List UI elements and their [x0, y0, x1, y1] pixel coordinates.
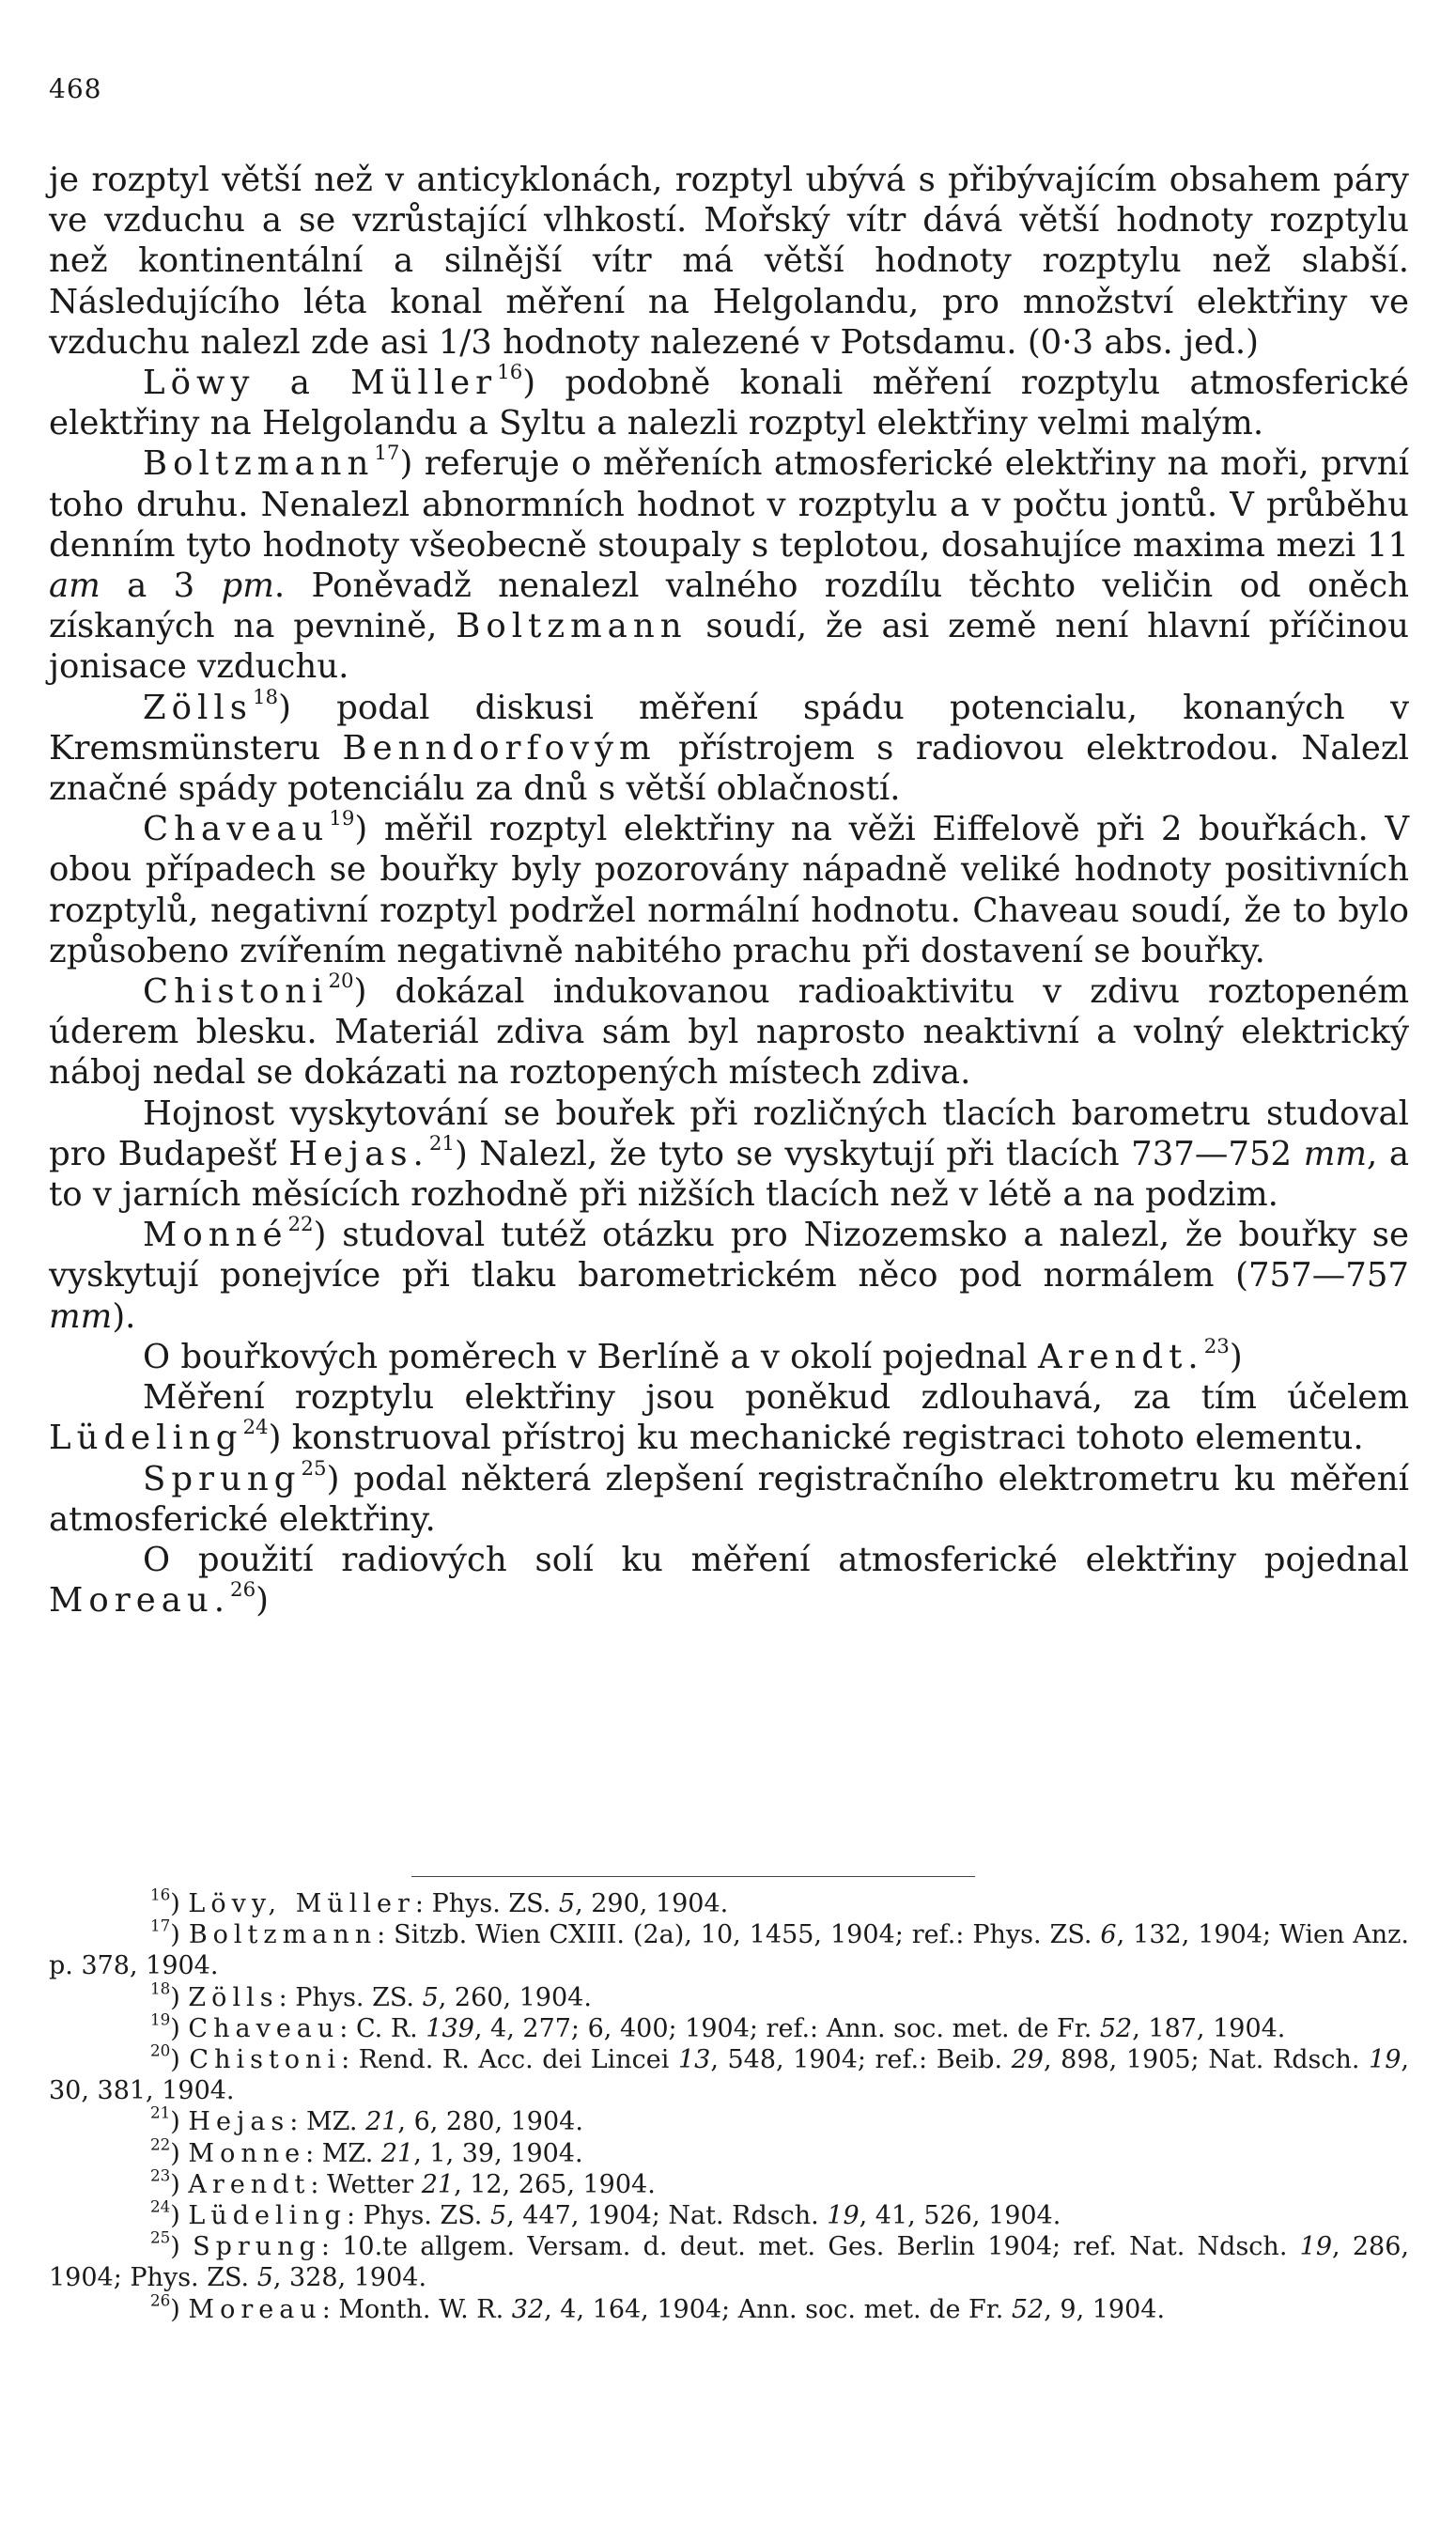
italic-text: 19: [827, 2201, 860, 2231]
footnote-number: 20: [150, 2040, 171, 2060]
paragraph: [49, 443, 1409, 687]
text-run: ) podal diskusi měření spádu potencialu, konaných v Kremsmünsteru: [49, 688, 1409, 768]
text-run: , 548, 1904; ref.: Beib.: [710, 2045, 1012, 2075]
footnote: $^{21}$) Hejas: MZ. 21, 6, 280, 1904.: [150, 2102, 583, 2137]
text-run: O použití radiových solí ku měření atmosferické elektřiny pojednal: [143, 1540, 1409, 1579]
author-name: Zölls: [188, 1982, 279, 2012]
text-run: ) Nalezl, že tyto se vyskytují při tlacích 737—752: [454, 1134, 1304, 1173]
text-run: je rozptyl větší než v anticyklonách, rozptyl ubývá s přibývajícím obsahem páry ve vzduchu a se vzrůstající vlhkostí. Mořský vítr dává větší hodnoty rozptylu než kontinentální a silnější vítr má větší hodnoty rozptylu než slabší. Následujícího léta konal měření na Helgolandu, pro množství elektřiny ve vzduchu nalezl zde asi: [49, 161, 1409, 362]
italic-text: 32: [511, 2294, 545, 2324]
author-name: Chistoni: [143, 972, 329, 1012]
author-name: Chistoni: [189, 2045, 342, 2075]
italic-text: 21: [421, 2169, 455, 2199]
text-run: : Month. W. R.: [321, 2294, 512, 2324]
author-name: Moreau.: [49, 1581, 231, 1621]
italic-text: am: [49, 566, 101, 606]
text-run: , 260, 1904.: [438, 1982, 592, 2012]
footnote-number: 23: [150, 2165, 171, 2185]
text-run: , 9, 1904.: [1044, 2294, 1166, 2324]
text-run: , 4, 164, 1904; Ann. soc. met. de Fr.: [544, 2294, 1012, 2324]
author-name: Arendt.: [1037, 1337, 1204, 1376]
author-name: Hejas: [188, 2107, 290, 2137]
text-run: : MZ.: [289, 2107, 366, 2137]
text-run: ) referuje o měřeních atmosferické elektřiny na moři, první toho druhu. Nenalezl abnormních hodnot v rozptylu a v počtu jontů. V průběhu denním tyto hodnoty všeobecně stoupaly s teplotou, dosahujíce maxima mezi 11: [49, 444, 1409, 565]
italic-text: mm: [1303, 1134, 1368, 1173]
author-name: Moreau: [188, 2294, 322, 2324]
paragraph: [49, 1334, 1409, 1377]
italic-text: 139: [426, 2013, 474, 2043]
text-run: ).: [112, 1296, 136, 1336]
italic-text: 52: [1011, 2294, 1045, 2324]
text-run: ) měřil rozptyl elektřiny na věži Eiffelově při 2 bouřkách. V obou případech se bouřky byly pozorovány nápadně veliké hodnoty positivních rozptylů, negativní rozptyl podržel normální hodnotu. Chaveau soudí, že to bylo způsobeno zvířením negativně nabitého prachu při dostavení se bouřky.: [49, 810, 1409, 970]
author-name: Lüdeling: [49, 1419, 243, 1458]
text-run: hodnoty nalezené v Potsdamu. (0·3 abs. jed.): [491, 322, 1259, 362]
italic-text: 21: [380, 2138, 414, 2168]
footnote-ref: 17: [374, 442, 400, 466]
italic-text: 21: [365, 2107, 398, 2137]
footnotes: [49, 1885, 1410, 2325]
italic-text: 6: [1100, 1920, 1117, 1950]
author-name: Sprung: [193, 2232, 321, 2262]
footnote-ref: 26: [230, 1578, 256, 1603]
footnote-ref: 21: [428, 1131, 455, 1156]
text-run: ) studoval tutéž otázku pro Nizozemsko a nalezl, že bouřky se vyskytují ponejvíce při tlaku barometrickém něco pod normálem (757—757: [49, 1216, 1409, 1296]
footnote: $^{23}$) Arendt: Wetter 21, 12, 265, 1904.: [150, 2165, 656, 2199]
italic-text: 52: [1099, 2013, 1133, 2043]
paragraph: [49, 809, 1409, 971]
text-run: O bouřkových poměrech v Berlíně a v okolí pojednal: [143, 1337, 1038, 1376]
fraction: 1/3: [438, 322, 492, 362]
text-run: , 6, 280, 1904.: [397, 2107, 583, 2137]
text-run: : MZ.: [305, 2138, 381, 2168]
footnote: $^{17}$) Boltzmann: Sitzb. Wien CXIII. (2a), 10, 1455, 1904; ref.: Phys. ZS. 6, 132, 1904; Wien Anz. p. 378, 1904.: [49, 1916, 1409, 1981]
text-run: , 447, 1904; Nat. Rdsch.: [506, 2201, 828, 2231]
text-run: , 187, 1904.: [1132, 2013, 1286, 2043]
footnote: $^{22}$) Monne: MZ. 21, 1, 39, 1904.: [150, 2134, 583, 2168]
footnote-ref: 20: [328, 970, 354, 994]
footnote-number: 19: [150, 2009, 171, 2029]
text-run: , 898, 1905; Nat. Rdsch.: [1043, 2045, 1370, 2075]
footnote: $^{16}$) Lövy, Müller: Phys. ZS. 5, 290, 1904.: [150, 1885, 729, 1918]
italic-text: mm: [49, 1296, 113, 1336]
text-run: ): [1229, 1337, 1243, 1376]
text-run: ): [256, 1581, 269, 1621]
author-name: Löwy a Müller: [143, 364, 498, 403]
text-run: , a to v jarních měsících rozhodně při nižších tlacích než v létě a na podzim.: [49, 1134, 1409, 1215]
footnote: $^{25}$) Sprung: 10.te allgem. Versam. d. deut. met. Ges. Berlin 1904; ref. Nat. Ndsch. 19, 286, 1904; Phys. ZS. 5, 328, 1904.: [49, 2227, 1409, 2293]
italic-text: 29: [1011, 2045, 1044, 2075]
author-name: Hejas.: [288, 1134, 429, 1173]
text-run: : Rend. R. Acc. dei Lincei: [341, 2045, 678, 2075]
text-run: , 328, 1904.: [272, 2263, 427, 2293]
italic-text: 5: [422, 1982, 439, 2012]
text-run: , 4, 277; 6, 400; 1904; ref.: Ann. soc. met. de Fr.: [473, 2013, 1100, 2043]
footnote: $^{19}$) Chaveau: C. R. 139, 4, 277; 6, 400; 1904; ref.: Ann. soc. met. de Fr. 52, 187, 1904.: [150, 2009, 1286, 2043]
author-name: Sprung: [143, 1459, 302, 1498]
text-run: : Wetter: [310, 2169, 422, 2199]
text-run: Měření rozptylu elektřiny jsou poněkud zdlouhavá, za tím účelem: [143, 1378, 1409, 1418]
author-name: Boltzmann: [188, 1920, 378, 1950]
footnote-number: 22: [150, 2134, 171, 2154]
text-run: ) podal některá zlepšení registračního elektrometru ku měření atmosferické elektřiny.: [49, 1459, 1409, 1539]
author-name: Chaveau: [188, 2013, 340, 2043]
footnote-number: 18: [150, 1978, 171, 1998]
paragraph: [49, 1456, 1409, 1540]
page-number: 468: [49, 73, 102, 104]
text-run: , 132, 1904; Wien Anz. p. 378, 1904.: [49, 1920, 1409, 1981]
footnote: $^{18}$) Zölls: Phys. ZS. 5, 260, 1904.: [150, 1978, 592, 2012]
author-name: Benndorfovým: [342, 728, 657, 768]
text-run: ) podobně konali měření rozptylu atmosferické elektřiny na Helgolandu a Syltu a nalezli rozptyl elektřiny velmi malým.: [49, 364, 1409, 443]
paragraph: [49, 685, 1409, 810]
text-run: a 3: [100, 566, 222, 606]
italic-text: 13: [677, 2045, 711, 2075]
paragraph: [49, 363, 1409, 443]
author-name: Boltzmann: [143, 444, 375, 484]
footnote-number: 16: [150, 1885, 171, 1904]
footnote-number: 25: [150, 2227, 171, 2247]
footnote-ref: 23: [1203, 1334, 1230, 1358]
text-run: soudí, že asi země není hlavní příčinou jonisace vzduchu.: [49, 607, 1409, 687]
author-name: Lüdeling: [188, 2201, 347, 2231]
author-name: Boltzmann: [456, 607, 688, 646]
footnote: $^{24}$) Lüdeling: Phys. ZS. 5, 447, 1904; Nat. Rdsch. 19, 41, 526, 1904.: [150, 2196, 1061, 2231]
text-run: : Sitzb. Wien CXIII. (2a), 10, 1455, 1904; ref.: Phys. ZS.: [377, 1920, 1101, 1950]
italic-text: 19: [1299, 2232, 1333, 2262]
italic-text: pm: [221, 566, 274, 606]
author-name: Lövy, Müller: [188, 1889, 415, 1918]
text-run: : Phys. ZS.: [346, 2201, 490, 2231]
footnote-ref: 25: [301, 1456, 327, 1481]
text-run: , 12, 265, 1904.: [454, 2169, 656, 2199]
paragraph: [49, 160, 1409, 363]
text-run: , 41, 526, 1904.: [859, 2201, 1061, 2231]
footnote-number: 26: [150, 2290, 171, 2310]
italic-text: 5: [489, 2201, 507, 2231]
footnote-number: 24: [150, 2196, 171, 2216]
italic-text: 5: [256, 2263, 273, 2293]
paragraph: [49, 1540, 1409, 1621]
italic-text: 19: [1369, 2045, 1402, 2075]
text-run: , 30, 381, 1904.: [49, 2045, 1410, 2106]
footnote-number: 21: [150, 2102, 171, 2122]
footnote-ref: 19: [329, 807, 355, 831]
footnote-number: 17: [150, 1916, 171, 1935]
text-run: : Phys. ZS.: [414, 1889, 559, 1918]
text-run: : Phys. ZS.: [278, 1982, 423, 2012]
text-run: : 10.te allgem. Versam. d. deut. met. Ges. Berlin 1904; ref. Nat. Ndsch.: [320, 2232, 1300, 2262]
text-run: přístrojem s radiovou elektrodou. Nalezl značné spády potenciálu za dnů s větší oblačností.: [49, 728, 1409, 809]
footnote: $^{26}$) Moreau: Month. W. R. 32, 4, 164, 1904; Ann. soc. met. de Fr. 52, 9, 1904.: [150, 2290, 1166, 2324]
footnote-ref: 22: [287, 1213, 314, 1237]
author-name: Monne: [188, 2138, 306, 2168]
text-run: , 290, 1904.: [575, 1889, 729, 1918]
author-name: Zölls: [143, 688, 253, 727]
text-run: Hojnost vyskytování se bouřek při rozličných tlacích barometru studoval pro Budapešť: [49, 1094, 1409, 1173]
footnote-ref: 18: [252, 685, 279, 709]
author-name: Chaveau: [143, 810, 330, 849]
footnote-ref: 16: [497, 361, 523, 385]
text-run: ) konstruoval přístroj ku mechanické registraci tohoto elementu.: [268, 1419, 1364, 1458]
text-run: . Poněvadž nenalezl valného rozdílu těchto veličin od oněch získaných na pevnině,: [49, 566, 1409, 646]
author-name: Arendt: [188, 2169, 311, 2199]
text-run: , 286, 1904; Phys. ZS.: [49, 2232, 1409, 2293]
text-run: , 1, 39, 1904.: [413, 2138, 583, 2168]
paragraph: [49, 1377, 1409, 1458]
paragraph: [49, 1094, 1409, 1216]
footnote-ref: 24: [242, 1416, 269, 1440]
text-run: ) dokázal indukovanou radioaktivitu v zdivu roztopeném úderem blesku. Materiál zdiva sám byl naprosto neaktivní a volný elektrický náboj nedal se dokázati na roztopených místech zdiva.: [49, 972, 1409, 1093]
paragraph: [49, 1215, 1409, 1337]
footnote: $^{20}$) Chistoni: Rend. R. Acc. dei Lincei 13, 548, 1904; ref.: Beib. 29, 898, 1905; Nat. Rdsch. 19, 30, 381, 1904.: [49, 2040, 1410, 2106]
body-text: [49, 160, 1409, 1621]
footnote-divider: [411, 1876, 975, 1877]
italic-text: 5: [558, 1889, 576, 1918]
paragraph: [49, 971, 1409, 1094]
author-name: Monné: [143, 1216, 288, 1255]
text-run: : C. R.: [339, 2013, 426, 2043]
